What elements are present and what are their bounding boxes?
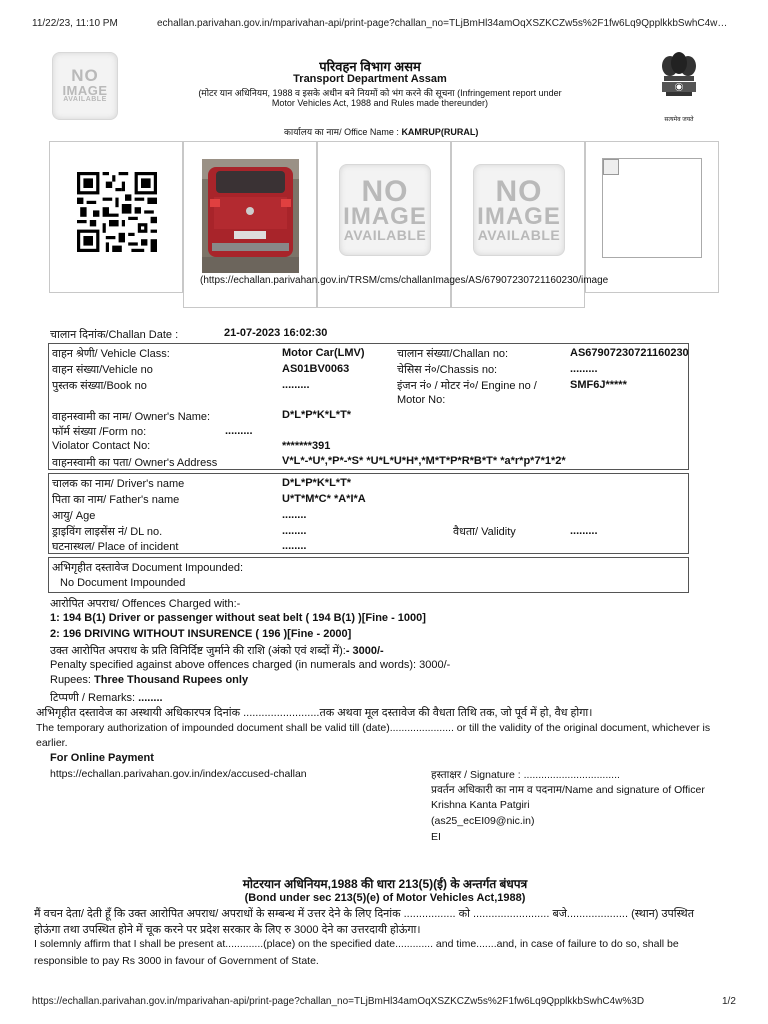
officer-rank: EI xyxy=(431,831,441,843)
temp-auth-english-1: The temporary authorization of impounded document shall be valid till (date)...................... or till the validity of the original document, whichever is xyxy=(36,722,711,734)
online-payment-label: For Online Payment xyxy=(50,752,154,764)
vehicle-no-value: AS01BV0063 xyxy=(282,363,350,375)
impound-value: No Document Impounded xyxy=(60,577,186,589)
engine-no-label-2: Motor No: xyxy=(397,394,446,406)
chassis-no-value: ......... xyxy=(570,363,598,375)
vehicle-photo xyxy=(202,159,299,273)
driver-name-label: चालक का नाम/ Driver's name xyxy=(52,478,185,490)
vehicle-details-table xyxy=(48,343,689,470)
office-name-row xyxy=(284,125,478,138)
no-image-placeholder-4: NO IMAGE AVAILABLE xyxy=(473,164,565,256)
broken-image-icon xyxy=(603,159,619,175)
father-name-value: U*T*M*C* *A*I*A xyxy=(282,493,366,505)
office-name-value: KAMRUP(RURAL) xyxy=(401,127,479,137)
age-label: आयु/ Age xyxy=(52,510,96,522)
image-box-5 xyxy=(585,141,719,293)
dl-no-label: ड्राइविंग लाइसेंस नं/ DL no. xyxy=(52,526,163,538)
father-name-label: पिता का नाम/ Father's name xyxy=(52,494,180,506)
title-hindi: परिवहन विभाग असम xyxy=(319,59,421,74)
driver-details-table xyxy=(48,473,689,554)
bond-english-1: I solemnly affirm that I shall be present at.............(place) on the specified date............. and time.......and, in case of failure to do so, shall be xyxy=(34,938,679,950)
dl-no-value: ........ xyxy=(282,525,307,537)
challan-no-value: AS67907230721160230 xyxy=(570,347,689,359)
bond-title-english: (Bond under sec 213(5)(e) of Motor Vehicles Act,1988) xyxy=(244,892,526,904)
contact-no-label: Violator Contact No: xyxy=(52,440,151,452)
penalty-english: Penalty specified against above offences charged (in numerals and words): 3000/- xyxy=(50,659,451,671)
challan-date-value: 21-07-2023 16:02:30 xyxy=(224,327,328,339)
rupees-row: Rupees: Three Thousand Rupees only xyxy=(50,674,249,686)
state-emblem-icon xyxy=(654,50,704,114)
challan-no-label: चालान संख्या/Challan no: xyxy=(397,348,509,360)
image-caption-link[interactable]: (https://echallan.parivahan.gov.in/TRSM/cms/challanImages/AS/67907230721160230/image xyxy=(200,275,609,286)
office-name-label: कार्यालय का नाम/ Office Name : xyxy=(284,127,399,137)
print-url-bottom: https://echallan.parivahan.gov.in/mparivahan-api/print-page?challan_no=TLjBmHl34amOqXSZKCZw5s%2F1fw6Lq9QpplkkbSwhC4w%3D xyxy=(32,996,645,1007)
online-payment-url[interactable]: https://echallan.parivahan.gov.in/index/accused-challan xyxy=(50,768,307,780)
offences-label: आरोपित अपराध/ Offences Charged with:- xyxy=(50,598,241,610)
subtitle-line1: (मोटर यान अधिनियम, 1988 व इसके अधीन बने नियमों को भंग करने की सूचना (Infringement report under xyxy=(198,88,562,98)
bond-title-hindi: मोटरयान अधिनियम,1988 की धारा 213(5)(ई) के अन्तर्गत बंधपत्र xyxy=(242,877,528,891)
book-no-label: पुस्तक संख्या/Book no xyxy=(52,380,147,392)
qr-code-box xyxy=(49,141,183,293)
subtitle-line2: Motor Vehicles Act, 1988 and Rules made thereunder) xyxy=(271,98,489,108)
officer-email: (as25_ecEI09@nic.in) xyxy=(431,815,535,827)
broken-image-frame xyxy=(602,158,702,258)
vehicle-class-label: वाहन श्रेणी/ Vehicle Class: xyxy=(52,348,170,360)
offence-item-1: 1: 194 B(1) Driver or passenger without seat belt ( 194 B(1) )[Fine - 1000] xyxy=(50,612,426,624)
offence-item-2: 2: 196 DRIVING WITHOUT INSURENCE ( 196 )[Fine - 2000] xyxy=(50,628,352,640)
signature-line: हस्ताक्षर / Signature : ................................. xyxy=(431,769,620,781)
age-value: ........ xyxy=(282,509,307,521)
page-number: 1/2 xyxy=(722,996,736,1007)
officer-name: Krishna Kanta Patgiri xyxy=(431,799,530,811)
contact-no-value: *******391 xyxy=(282,440,331,452)
header-no-image-placeholder: NO IMAGE AVAILABLE xyxy=(52,52,118,120)
impound-label: अभिगृहीत दस्तावेज Document Impounded: xyxy=(52,562,244,574)
temp-auth-english-2: earlier. xyxy=(36,737,68,749)
temp-auth-hindi: अभिगृहीत दस्तावेज का अस्थायी अधिकारपत्र दिनांक .........................तक अथवा मूल दस्तावेज की वैधता तिथि तक, जो पूर्व में हो, वैध होगा। xyxy=(36,707,593,719)
impounded-document-table xyxy=(48,557,689,593)
remarks-row: टिप्पणी / Remarks: ........ xyxy=(50,692,163,704)
challan-date-label: चालान दिनांक/Challan Date : xyxy=(50,329,179,341)
print-url-top: echallan.parivahan.gov.in/mparivahan-api/print-page?challan_no=TLjBmHl34amOqXSZKCZw5s%2F1fw6Lq9QpplkkbSwhC4w… xyxy=(157,18,728,29)
owner-name-value: D*L*P*K*L*T* xyxy=(282,409,352,421)
owner-address-value: V*L*-*U*,*P*-*S* *U*L*U*H*,*M*T*P*R*B*T* *a*r*p*7*1*2* xyxy=(282,455,566,467)
engine-no-value: SMF6J***** xyxy=(570,379,627,391)
driver-name-value: D*L*P*K*L*T* xyxy=(282,477,352,489)
place-label: घटनास्थल/ Place of incident xyxy=(52,541,179,553)
bond-english-2: responsible to pay Rs 3000 in favour of Government of State. xyxy=(34,955,319,967)
form-no-value: ......... xyxy=(225,425,253,437)
title-english: Transport Department Assam xyxy=(293,73,447,85)
no-image-placeholder-3: NO IMAGE AVAILABLE xyxy=(339,164,431,256)
engine-no-label: इंजन नं० / मोटर नं०/ Engine no / xyxy=(397,380,537,392)
emblem-caption: सत्यमेव जयते xyxy=(664,117,694,123)
validity-value: ......... xyxy=(570,525,598,537)
place-value: ........ xyxy=(282,540,307,552)
qr-code-icon xyxy=(77,172,157,252)
fine-amount-hindi: उक्त आरोपित अपराध के प्रति विनिर्दिष्ट जुर्माने की राशि (अंको एवं शब्दों में):- 3000/- xyxy=(50,645,384,657)
validity-label: वैधता/ Validity xyxy=(453,526,516,538)
book-no-value: ......... xyxy=(282,379,310,391)
officer-designation-label: प्रवर्तन अधिकारी का नाम व पदनाम/Name and signature of Officer xyxy=(431,784,705,796)
chassis-no-label: चेसिस नं०/Chassis no: xyxy=(397,364,498,376)
bond-hindi-1: मैं वचन देता/ देती हूँ कि उक्त आरोपित अपराध/ अपराधों के सम्बन्ध में उत्तर देने के लिए दिनांक ................. को ......................... बजे.................... (स्थान) उपस्थित xyxy=(34,908,694,920)
vehicle-class-value: Motor Car(LMV) xyxy=(282,347,365,359)
bond-hindi-2: होऊंगा तथा उपस्थित होने में चूक करने पर प्रदेश सरकार के लिए रु 3000 देने का उत्तरदायी होऊंगा। xyxy=(34,924,421,936)
print-datetime: 11/22/23, 11:10 PM xyxy=(32,18,118,29)
form-no-label: फॉर्म संख्या /Form no: xyxy=(52,426,147,438)
owner-name-label: वाहनस्वामी का नाम/ Owner's Name: xyxy=(52,411,211,423)
vehicle-no-label: वाहन संख्या/Vehicle no xyxy=(52,364,153,376)
owner-address-label: वाहनस्वामी का पता/ Owner's Address xyxy=(52,457,218,469)
